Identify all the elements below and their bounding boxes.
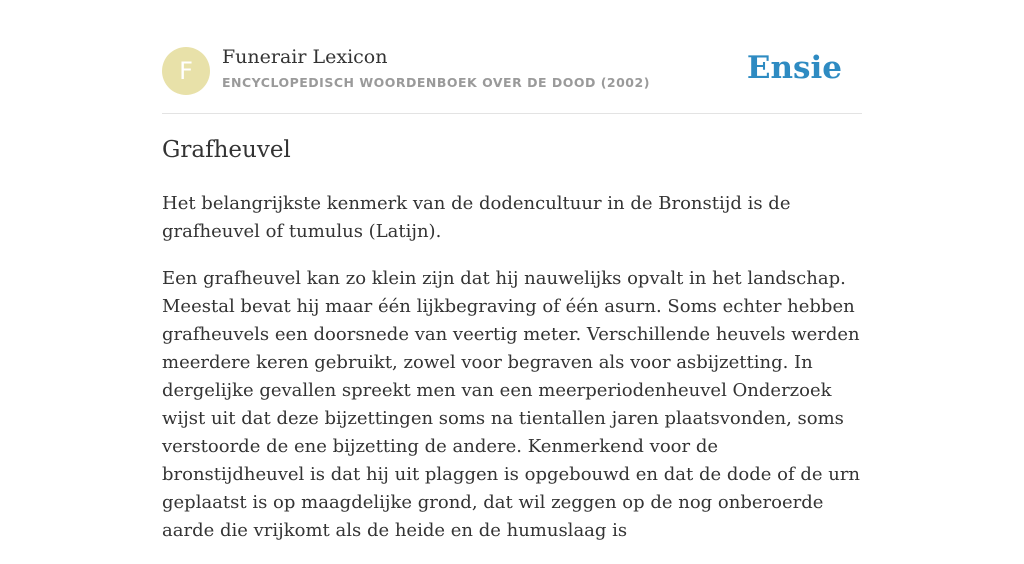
entry-paragraph: Een grafheuvel kan zo klein zijn dat hij nauwelijks opvalt in het landschap. Meestal bevat hij maar één lijkbegraving of één asurn. Soms echter hebben grafheuvels een doorsnede van veertig meter. Verschillende heuvels werden meerdere keren gebruikt, zowel voor begraven als voor asbijzetting. In dergelijke gevallen spreekt men van een meerperiodenheuvel Onderzoek wijst uit dat deze bijzettingen soms na tientallen jaren plaatsvonden, soms verstoorde de ene bijzetting de andere. Kenmerkend voor de bronstijdheuvel is dat hij uit plaggen is opgebouwd en dat de dode of de urn geplaatst is op maagdelijke grond, dat wil zeggen op de nog onberoerde aarde die vrijkomt als de heide en de humuslaag is — [162, 268, 861, 541]
entry-title: Grafheuvel — [162, 137, 291, 163]
source-subtitle: ENCYCLOPEDISCH WOORDENBOEK OVER DE DOOD (2002) — [222, 75, 650, 90]
header-divider — [162, 113, 862, 114]
brand-logo[interactable]: Ensie — [746, 50, 842, 86]
source-title[interactable]: Funerair Lexicon — [222, 46, 388, 68]
source-header — [162, 46, 862, 96]
source-avatar[interactable]: F — [162, 47, 210, 95]
entry-paragraph: Het belangrijkste kenmerk van de dodencultuur in de Bronstijd is de grafheuvel of tumulus (Latijn). — [162, 193, 791, 242]
entry-body — [162, 190, 862, 564]
